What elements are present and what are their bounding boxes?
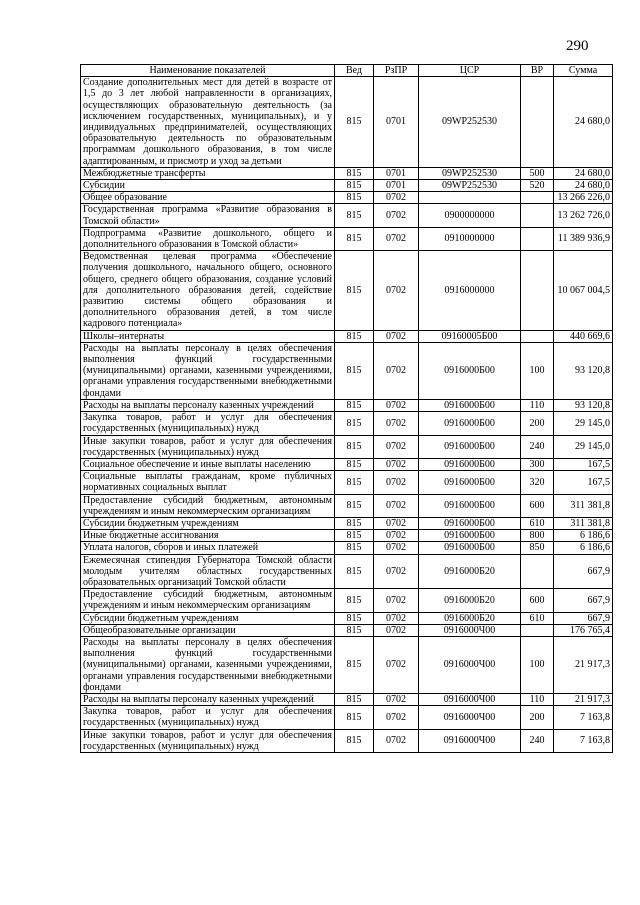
cell-ved: 815	[335, 494, 374, 517]
page-number: 290	[566, 38, 589, 54]
cell-ved: 815	[335, 342, 374, 399]
cell-ved: 815	[335, 399, 374, 411]
cell-vr	[521, 204, 554, 227]
table-row	[81, 517, 613, 529]
cell-csr: 0910000000	[419, 227, 521, 250]
cell-sum: 10 067 004,5	[554, 251, 613, 330]
table-row	[81, 494, 613, 517]
cell-rzpr: 0702	[374, 330, 419, 342]
header-vr: ВР	[521, 65, 554, 77]
cell-csr: 0916000Б00	[419, 399, 521, 411]
cell-csr: 0916000Ч00	[419, 636, 521, 693]
cell-rzpr: 0702	[374, 589, 419, 612]
cell-vr	[521, 624, 554, 636]
table-row	[81, 342, 613, 399]
cell-sum: 6 186,6	[554, 542, 613, 554]
cell-sum: 311 381,8	[554, 517, 613, 529]
cell-csr: 0916000Б20	[419, 612, 521, 624]
cell-ved: 815	[335, 589, 374, 612]
table-row	[81, 77, 613, 168]
cell-name: Субсидии бюджетным учреждениям	[81, 612, 335, 624]
cell-rzpr: 0702	[374, 412, 419, 435]
cell-sum: 29 145,0	[554, 412, 613, 435]
cell-sum: 13 266 226,0	[554, 192, 613, 204]
cell-sum: 11 389 936,9	[554, 227, 613, 250]
cell-csr: 09WP252530	[419, 167, 521, 179]
cell-name: Уплата налогов, сборов и иных платежей	[81, 542, 335, 554]
cell-vr: 240	[521, 729, 554, 752]
cell-sum: 176 765,4	[554, 624, 613, 636]
table-row	[81, 204, 613, 227]
table-row	[81, 192, 613, 204]
table-row	[81, 729, 613, 752]
cell-vr: 610	[521, 612, 554, 624]
cell-sum: 6 186,6	[554, 530, 613, 542]
cell-csr: 0916000000	[419, 251, 521, 330]
budget-table	[80, 64, 613, 753]
cell-name: Создание дополнительных мест для детей в возрасте от 1,5 до 3 лет любой направленности в организациях, осуществляющих образовательную деятельность (за исключением государственных, муниципальных), и у индивидуальных предпринимателей, осуществляющих образовательную деятельность по образовательным программам дошкольного образования, в том числе адаптированным, и присмотр и уход за детьми	[81, 77, 335, 168]
cell-ved: 815	[335, 458, 374, 470]
table-body	[81, 77, 613, 753]
cell-name: Социальное обеспечение и иные выплаты населению	[81, 458, 335, 470]
header-ved: Вед	[335, 65, 374, 77]
cell-ved: 815	[335, 180, 374, 192]
table-header-row	[81, 65, 613, 77]
cell-sum: 24 680,0	[554, 180, 613, 192]
cell-sum: 311 381,8	[554, 494, 613, 517]
cell-csr: 0916000Ч00	[419, 624, 521, 636]
table-row	[81, 180, 613, 192]
cell-vr: 600	[521, 589, 554, 612]
cell-name: Социальные выплаты гражданам, кроме публичных нормативных социальных выплат	[81, 471, 335, 494]
table-row	[81, 589, 613, 612]
cell-vr	[521, 77, 554, 168]
cell-name: Межбюджетные трансферты	[81, 167, 335, 179]
cell-name: Государственная программа «Развитие образования в Томской области»	[81, 204, 335, 227]
cell-ved: 815	[335, 227, 374, 250]
cell-vr: 200	[521, 706, 554, 729]
cell-vr: 240	[521, 435, 554, 458]
cell-ved: 815	[335, 167, 374, 179]
cell-sum: 667,9	[554, 612, 613, 624]
header-csr: ЦСР	[419, 65, 521, 77]
table-row	[81, 330, 613, 342]
cell-csr: 0916000Б00	[419, 342, 521, 399]
cell-csr: 0916000Б00	[419, 530, 521, 542]
cell-rzpr: 0702	[374, 458, 419, 470]
table-row	[81, 399, 613, 411]
cell-name: Иные бюджетные ассигнования	[81, 530, 335, 542]
cell-ved: 815	[335, 435, 374, 458]
cell-ved: 815	[335, 330, 374, 342]
table-row	[81, 706, 613, 729]
cell-vr: 850	[521, 542, 554, 554]
cell-csr: 0916000Б00	[419, 412, 521, 435]
cell-rzpr: 0702	[374, 554, 419, 589]
cell-ved: 815	[335, 542, 374, 554]
cell-ved: 815	[335, 693, 374, 705]
cell-name: Субсидии	[81, 180, 335, 192]
cell-sum: 93 120,8	[554, 399, 613, 411]
cell-rzpr: 0701	[374, 167, 419, 179]
cell-ved: 815	[335, 77, 374, 168]
cell-rzpr: 0702	[374, 192, 419, 204]
table-row	[81, 412, 613, 435]
cell-vr: 100	[521, 636, 554, 693]
cell-rzpr: 0702	[374, 227, 419, 250]
table-row	[81, 251, 613, 330]
cell-vr: 200	[521, 412, 554, 435]
cell-rzpr: 0702	[374, 636, 419, 693]
cell-vr: 110	[521, 693, 554, 705]
cell-csr: 0916000Б00	[419, 494, 521, 517]
cell-rzpr: 0702	[374, 251, 419, 330]
cell-name: Субсидии бюджетным учреждениям	[81, 517, 335, 529]
cell-name: Предоставление субсидий бюджетным, автономным учреждениям и иным некоммерческим организациям	[81, 589, 335, 612]
cell-name: Ежемесячная стипендия Губернатора Томской области молодым учителям областных государственных образовательных организаций Томской области	[81, 554, 335, 589]
table-row	[81, 530, 613, 542]
cell-csr: 0916000Ч00	[419, 729, 521, 752]
cell-sum: 440 669,6	[554, 330, 613, 342]
cell-vr: 520	[521, 180, 554, 192]
header-name: Наименование показателей	[81, 65, 335, 77]
cell-sum: 24 680,0	[554, 167, 613, 179]
table-row	[81, 167, 613, 179]
cell-csr: 0916000Б00	[419, 471, 521, 494]
cell-sum: 667,9	[554, 554, 613, 589]
cell-rzpr: 0702	[374, 471, 419, 494]
cell-sum: 167,5	[554, 458, 613, 470]
cell-ved: 815	[335, 706, 374, 729]
cell-rzpr: 0702	[374, 204, 419, 227]
cell-sum: 21 917,3	[554, 636, 613, 693]
cell-rzpr: 0701	[374, 77, 419, 168]
cell-rzpr: 0702	[374, 399, 419, 411]
cell-sum: 93 120,8	[554, 342, 613, 399]
cell-ved: 815	[335, 624, 374, 636]
cell-csr: 0916000Б20	[419, 554, 521, 589]
cell-sum: 7 163,8	[554, 706, 613, 729]
cell-rzpr: 0702	[374, 517, 419, 529]
cell-name: Расходы на выплаты персоналу в целях обеспечения выполнения функций государственными (муниципальными) органами, казенными учреждениями, органами управления государственными внебюджетными фондами	[81, 342, 335, 399]
table-row	[81, 624, 613, 636]
table-row	[81, 227, 613, 250]
header-rzpr: РзПР	[374, 65, 419, 77]
cell-name: Школы–интернаты	[81, 330, 335, 342]
cell-ved: 815	[335, 729, 374, 752]
cell-vr	[521, 192, 554, 204]
cell-ved: 815	[335, 251, 374, 330]
cell-csr: 0916000Б20	[419, 589, 521, 612]
table-row	[81, 554, 613, 589]
cell-name: Ведомственная целевая программа «Обеспечение получения дошкольного, начального общего, основного общего, среднего общего образования, создание условий для дополнительного образования детей, содействие развитию системы общего образования и дополнительного образования детей, в том числе кадрового потенциала»	[81, 251, 335, 330]
cell-ved: 815	[335, 471, 374, 494]
cell-vr: 320	[521, 471, 554, 494]
cell-ved: 815	[335, 554, 374, 589]
cell-csr	[419, 192, 521, 204]
cell-name: Общее образование	[81, 192, 335, 204]
cell-rzpr: 0702	[374, 624, 419, 636]
cell-csr: 0916000Б00	[419, 542, 521, 554]
cell-sum: 24 680,0	[554, 77, 613, 168]
cell-csr: 0916000Б00	[419, 435, 521, 458]
table-row	[81, 458, 613, 470]
cell-ved: 815	[335, 612, 374, 624]
cell-name: Общеобразовательные организации	[81, 624, 335, 636]
cell-name: Расходы на выплаты персоналу казенных учреждений	[81, 399, 335, 411]
cell-name: Расходы на выплаты персоналу в целях обеспечения выполнения функций государственными (муниципальными) органами, казенными учреждениями, органами управления государственными внебюджетными фондами	[81, 636, 335, 693]
cell-csr: 0916000Ч00	[419, 706, 521, 729]
table-row	[81, 636, 613, 693]
cell-sum: 21 917,3	[554, 693, 613, 705]
cell-ved: 815	[335, 636, 374, 693]
cell-sum: 29 145,0	[554, 435, 613, 458]
cell-rzpr: 0702	[374, 494, 419, 517]
cell-rzpr: 0702	[374, 729, 419, 752]
cell-rzpr: 0702	[374, 530, 419, 542]
cell-ved: 815	[335, 192, 374, 204]
cell-vr: 800	[521, 530, 554, 542]
cell-vr: 500	[521, 167, 554, 179]
table-row	[81, 471, 613, 494]
cell-csr: 0916000Б00	[419, 458, 521, 470]
cell-name: Иные закупки товаров, работ и услуг для обеспечения государственных (муниципальных) нужд	[81, 729, 335, 752]
cell-rzpr: 0702	[374, 693, 419, 705]
cell-csr: 0900000000	[419, 204, 521, 227]
cell-name: Иные закупки товаров, работ и услуг для обеспечения государственных (муниципальных) нужд	[81, 435, 335, 458]
cell-csr: 09WP252530	[419, 77, 521, 168]
cell-ved: 815	[335, 412, 374, 435]
cell-rzpr: 0702	[374, 706, 419, 729]
cell-ved: 815	[335, 204, 374, 227]
cell-rzpr: 0701	[374, 180, 419, 192]
cell-vr: 100	[521, 342, 554, 399]
cell-vr	[521, 554, 554, 589]
cell-csr: 0916000Б00	[419, 517, 521, 529]
cell-rzpr: 0702	[374, 612, 419, 624]
cell-sum: 167,5	[554, 471, 613, 494]
cell-name: Закупка товаров, работ и услуг для обеспечения государственных (муниципальных) нужд	[81, 412, 335, 435]
cell-csr: 09WP252530	[419, 180, 521, 192]
cell-ved: 815	[335, 517, 374, 529]
cell-vr: 610	[521, 517, 554, 529]
cell-ved: 815	[335, 530, 374, 542]
table-row	[81, 435, 613, 458]
cell-vr: 300	[521, 458, 554, 470]
cell-csr: 0916000Ч00	[419, 693, 521, 705]
cell-name: Подпрограмма «Развитие дошкольного, общего и дополнительного образования в Томской области»	[81, 227, 335, 250]
cell-vr	[521, 251, 554, 330]
cell-sum: 7 163,8	[554, 729, 613, 752]
cell-vr: 600	[521, 494, 554, 517]
cell-name: Предоставление субсидий бюджетным, автономным учреждениям и иным некоммерческим организациям	[81, 494, 335, 517]
cell-rzpr: 0702	[374, 435, 419, 458]
cell-sum: 13 262 726,0	[554, 204, 613, 227]
cell-rzpr: 0702	[374, 342, 419, 399]
cell-csr: 09160005Б00	[419, 330, 521, 342]
cell-sum: 667,9	[554, 589, 613, 612]
cell-vr	[521, 330, 554, 342]
cell-vr: 110	[521, 399, 554, 411]
cell-name: Расходы на выплаты персоналу казенных учреждений	[81, 693, 335, 705]
table-row	[81, 542, 613, 554]
header-sum: Сумма	[554, 65, 613, 77]
table-row	[81, 612, 613, 624]
table-row	[81, 693, 613, 705]
cell-vr	[521, 227, 554, 250]
cell-rzpr: 0702	[374, 542, 419, 554]
cell-name: Закупка товаров, работ и услуг для обеспечения государственных (муниципальных) нужд	[81, 706, 335, 729]
